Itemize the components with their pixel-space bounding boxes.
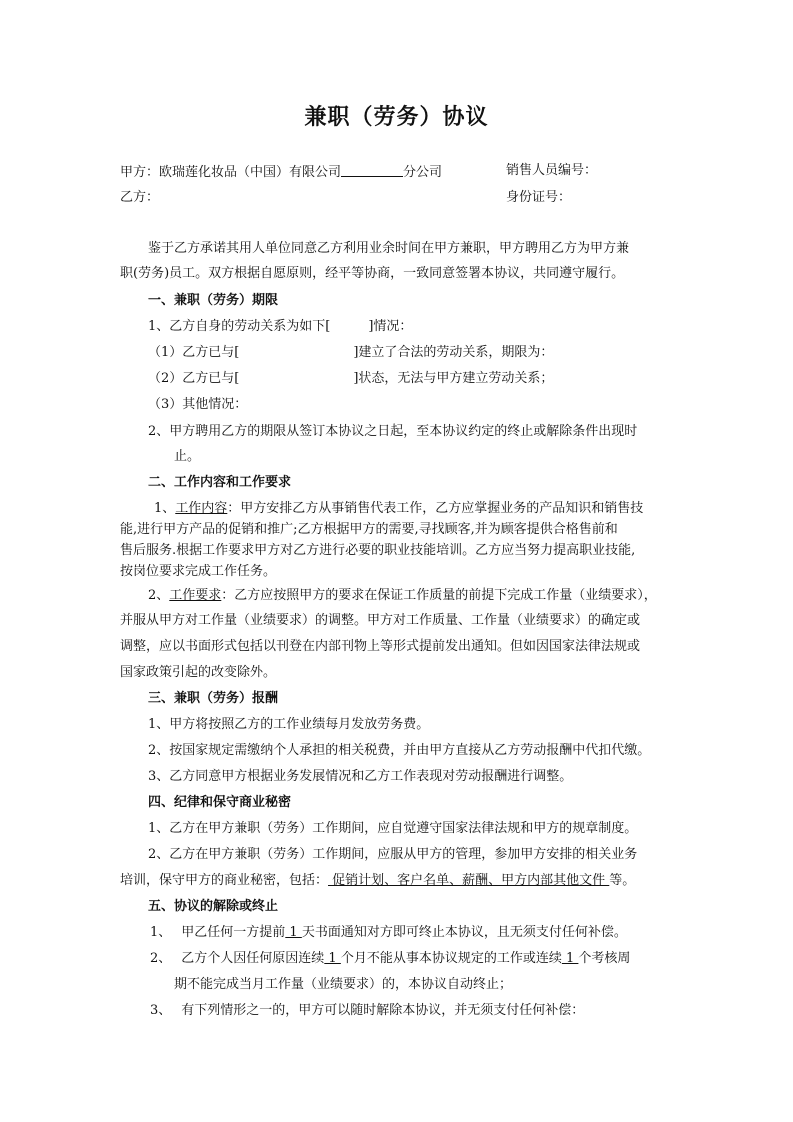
s1-item-1-post: ]情况： bbox=[368, 319, 413, 334]
section-2-heading: 二、工作内容和工作要求 bbox=[148, 475, 292, 490]
section-1-heading: 一、兼职（劳务）期限 bbox=[148, 293, 279, 308]
s1-item-2-line-2: 止。 bbox=[174, 449, 201, 464]
s2-p1-line-2: 能,进行甲方产品的促销和推广;乙方根据甲方的需要,寻找顾客,并为顾客提供合格售前和 bbox=[120, 522, 618, 537]
party-b-label: 乙方： bbox=[120, 190, 160, 205]
s3-item-3: 3、乙方同意甲方根据业务发展情况和乙方工作表现对劳动报酬进行调整。 bbox=[148, 769, 573, 784]
intro-line-2: 职(劳务)员工。双方根据自愿原则，经平等协商，一致同意签署本协议，共同遵守履行。 bbox=[120, 266, 625, 281]
s2-p1-line-4: 按岗位要求完成工作任务。 bbox=[120, 564, 277, 579]
section-3-heading: 三、兼职（劳务）报酬 bbox=[148, 691, 279, 706]
s2-p1-line-1 bbox=[154, 501, 643, 517]
s5-item-2-post: 个考核周 bbox=[578, 951, 631, 966]
s4-item-1: 1、乙方在甲方兼职（劳务）工作期间，应自觉遵守国家法律法规和甲方的规章制度。 bbox=[148, 821, 638, 836]
s4-confidential-items: 促销计划、客户名单、薪酬、甲方内部其他文件 bbox=[328, 873, 610, 888]
s5-item-1-num: 1、 bbox=[150, 925, 172, 940]
party-a-name: 欧瑞莲化妆品（中国）有限公司 bbox=[159, 165, 342, 180]
s4-item-2-line-2 bbox=[120, 873, 635, 889]
s4-item-2-post: 等。 bbox=[609, 873, 636, 888]
sales-no-label: 销售人员编号： bbox=[506, 163, 598, 178]
s3-item-2: 2、按国家规定需缴纳个人承担的相关税费，并由甲方直接从乙方劳动报酬中代扣代缴。 bbox=[148, 743, 651, 758]
s5-item-2-num: 2、 bbox=[150, 951, 172, 966]
s1-option-1-pre: （1）乙方已与[ bbox=[148, 345, 240, 360]
s2-p1-label: 工作内容 bbox=[175, 501, 228, 516]
s2-p2-num: 2、 bbox=[148, 588, 170, 603]
s2-p2-line-3: 调整，应以书面形式包括以刊登在内部刊物上等形式提前发出通知。但如因国家法律法规或 bbox=[120, 639, 641, 654]
s5-item-2-pre: 乙方个人因任何原因连续 bbox=[181, 951, 325, 966]
s1-option-1 bbox=[148, 345, 553, 361]
s1-option-1-post: ]建立了合法的劳动关系，期限为： bbox=[353, 345, 554, 360]
s2-p1-num: 1、 bbox=[154, 501, 176, 516]
s2-p2-line-1 bbox=[148, 588, 657, 604]
s2-p2-line-4: 国家政策引起的改变除外。 bbox=[120, 665, 277, 680]
s5-item-2-mid: 个月不能从事本协议规定的工作或连续 bbox=[340, 951, 562, 966]
s5-item-1-post: 天书面通知对方即可终止本协议，且无须支付任何补偿。 bbox=[301, 925, 627, 940]
s1-option-2-pre: （2）乙方已与[ bbox=[148, 371, 240, 386]
s5-item-1-pre: 甲乙任何一方提前 bbox=[181, 925, 286, 940]
s4-item-2-line-1: 2、乙方在甲方兼职（劳务）工作期间，应服从甲方的管理，参加甲方安排的相关业务 bbox=[148, 847, 638, 862]
s5-item-2-line-1 bbox=[150, 951, 630, 967]
s5-item-3-num: 3、 bbox=[150, 1003, 172, 1018]
party-a-line bbox=[120, 163, 442, 181]
s2-p2-text: ：乙方应按照甲方的要求在保证工作质量的前提下完成工作量（业绩要求）， bbox=[221, 588, 657, 603]
section-5-heading: 五、协议的解除或终止 bbox=[148, 899, 279, 914]
party-a-label: 甲方： bbox=[120, 165, 160, 180]
s2-p2-label: 工作要求 bbox=[169, 588, 222, 603]
s5-periods-value: 1 bbox=[561, 951, 579, 966]
s1-option-2-post: ]状态，无法与甲方建立劳动关系； bbox=[353, 371, 554, 386]
s5-notice-days: 1 bbox=[285, 925, 302, 940]
s1-item-1-pre: 1、乙方自身的劳动关系为如下[ bbox=[148, 319, 331, 334]
s5-item-2-line-2: 期不能完成当月工作量（业绩要求）的，本协议自动终止； bbox=[174, 977, 513, 992]
s1-option-3: （3）其他情况： bbox=[148, 397, 248, 412]
id-label: 身份证号： bbox=[506, 190, 572, 205]
s1-item-2-line-1: 2、甲方聘用乙方的期限从签订本协议之日起，至本协议约定的终止或解除条件出现时 bbox=[148, 424, 638, 439]
section-4-heading: 四、纪律和保守商业秘密 bbox=[148, 795, 292, 810]
s5-item-3 bbox=[150, 1003, 584, 1019]
s2-p2-line-2: 并服从甲方对工作量（业绩要求）的调整。甲方对工作质量、工作量（业绩要求）的确定或 bbox=[120, 613, 641, 628]
s1-option-2 bbox=[148, 371, 553, 387]
s2-p1-line-3: 售后服务.根据工作要求甲方对乙方进行必要的职业技能培训。乙方应当努力提高职业技能, bbox=[120, 543, 636, 558]
s2-p1-text: ：甲方安排乙方从事销售代表工作，乙方应掌握业务的产品知识和销售技 bbox=[227, 501, 644, 516]
s5-item-1 bbox=[150, 925, 627, 941]
intro-line-1: 鉴于乙方承诺其用人单位同意乙方利用业余时间在甲方兼职，甲方聘用乙方为甲方兼 bbox=[148, 241, 630, 256]
branch-blank bbox=[341, 163, 403, 177]
party-a-suffix: 分公司 bbox=[403, 165, 443, 180]
s4-item-2-pre: 培训，保守甲方的商业秘密，包括： bbox=[120, 873, 329, 888]
document-title: 兼职（劳务）协议 bbox=[304, 105, 489, 130]
s5-item-3-text: 有下列情形之一的，甲方可以随时解除本协议，并无须支付任何补偿： bbox=[181, 1003, 585, 1018]
s3-item-1: 1、甲方将按照乙方的工作业绩每月发放劳务费。 bbox=[148, 717, 430, 732]
s5-months-value: 1 bbox=[324, 951, 341, 966]
s1-item-1 bbox=[148, 319, 412, 335]
